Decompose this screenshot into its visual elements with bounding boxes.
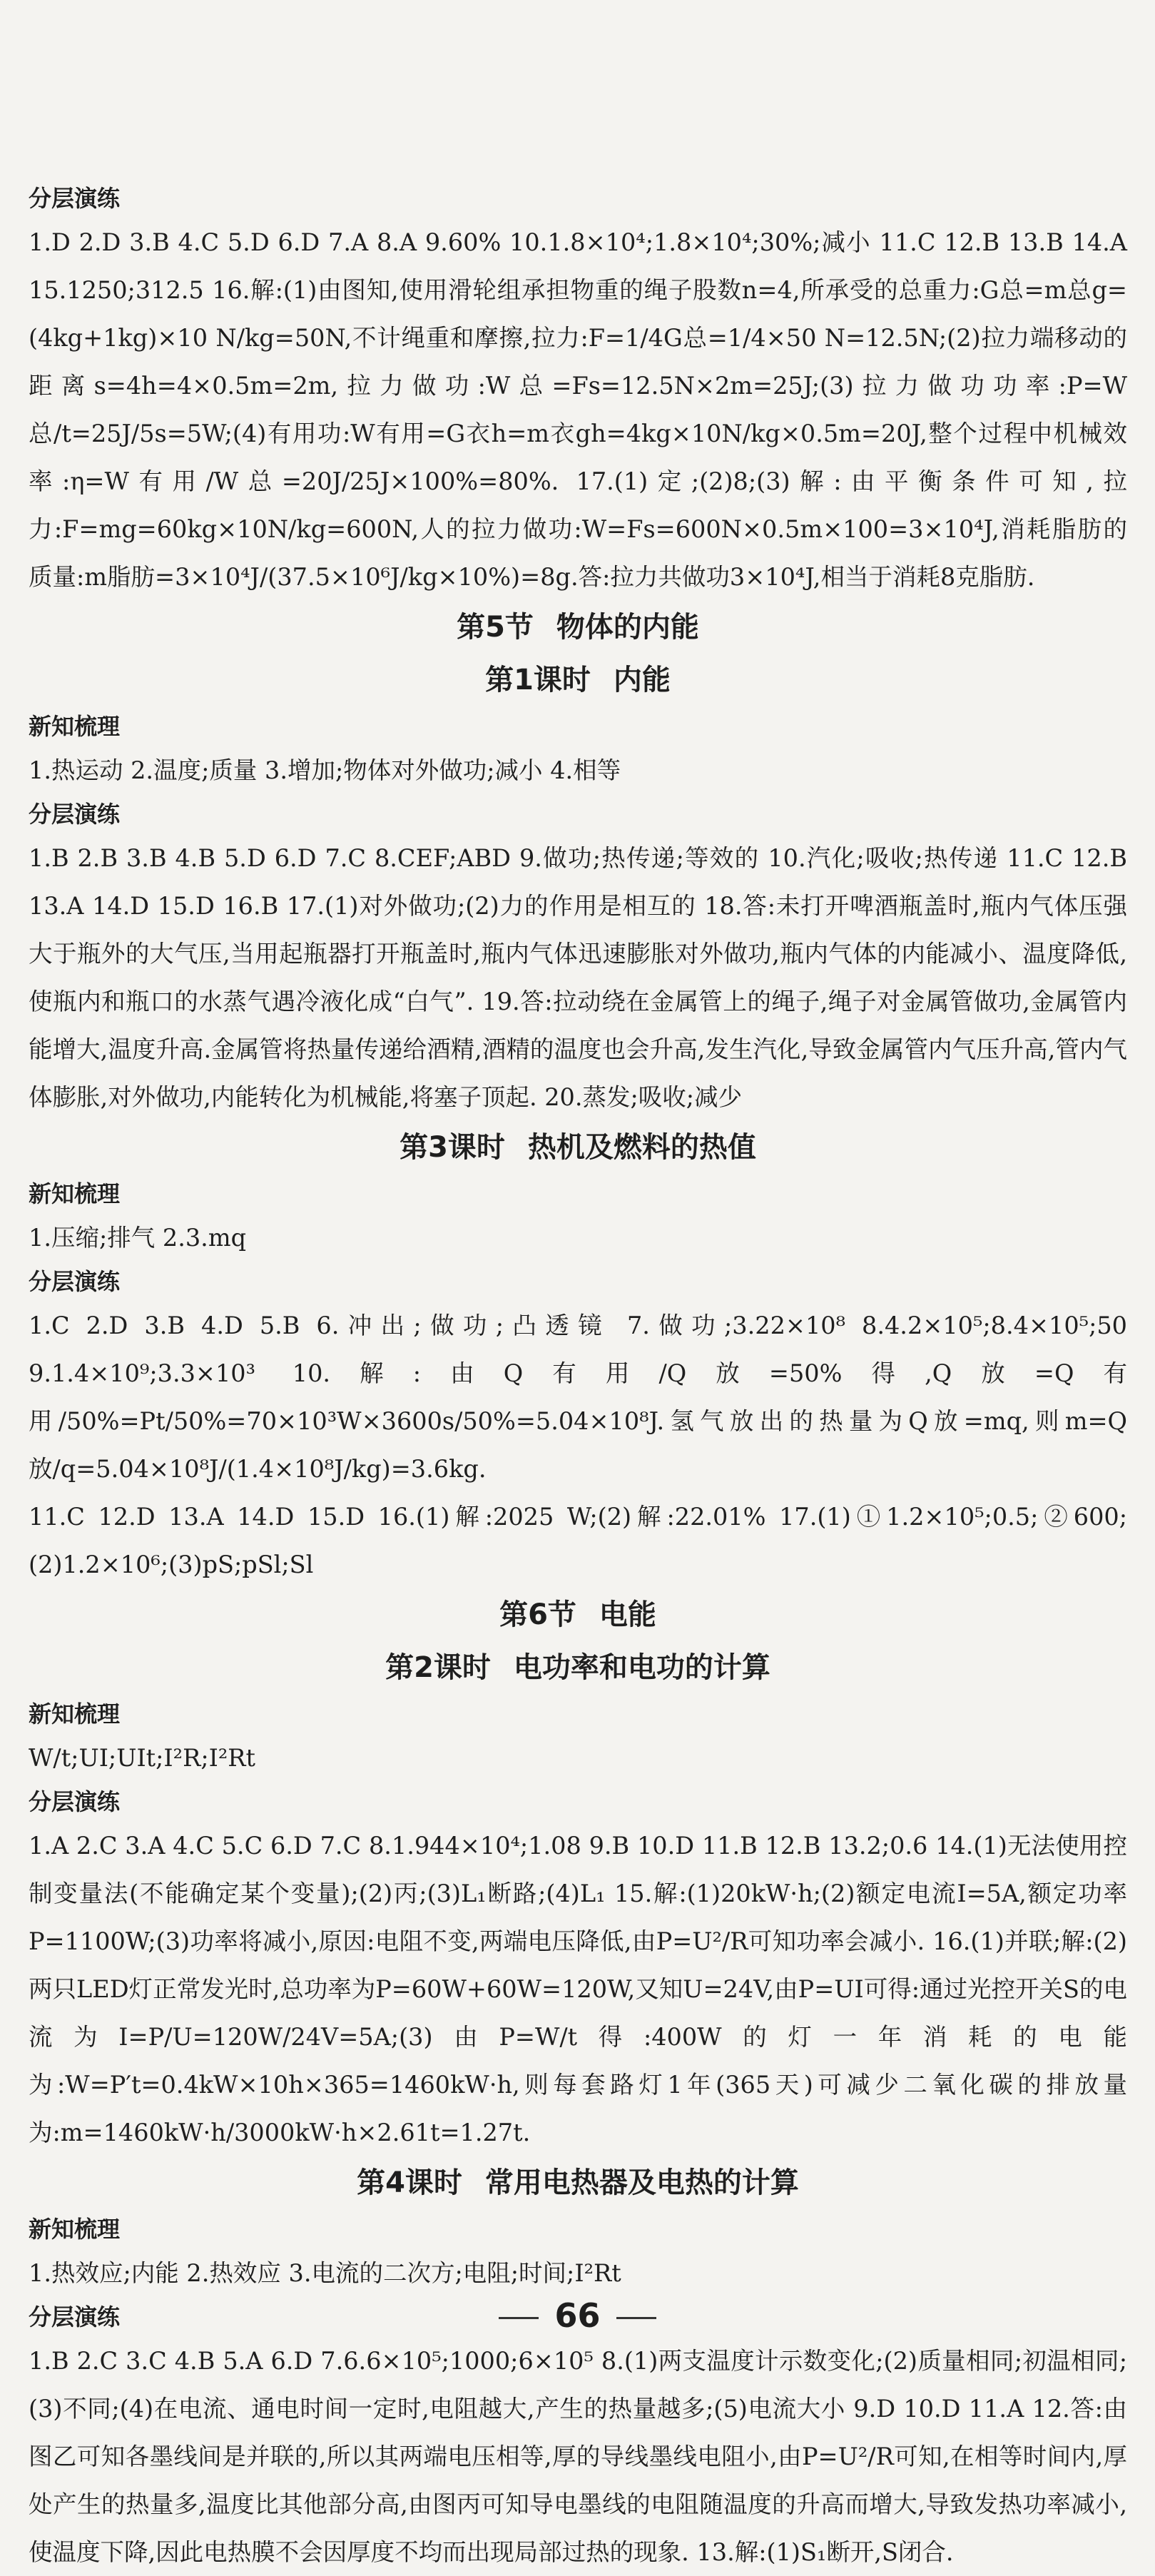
subsection-label: 分层演练 bbox=[29, 2303, 121, 2331]
subsection-label: 新知梳理 bbox=[29, 2216, 121, 2243]
section-heading bbox=[29, 2156, 1127, 2209]
answer-paragraph: 1.A 2.C 3.A 4.C 5.C 6.D 7.C 8.1.944×10⁴;1.08 9.B 10.D 11.B 12.B 13.2;0.6 14.(1)无法使用控制变量法(不能确定某个变量);(2)丙;(3)L₁断路;(4)L₁ 15.解:(1)20kW·h;(2)额定电流I=5A,额定功率P=1100W;(3)功率将减小,原因:电阻不变,两端电压降低,由P=U²/R可知功率会减小. 16.(1)并联;解:(2)两只LED灯正常发光时,总功率为P=60W+60W=120W,又知U=24V,由P=UI可得:通过光控开关S的电流为I=P/U=120W/24V=5A;(3)由P=W/t得:400W的灯一年消耗的电能为:W=P′t=0.4kW×10h×365=1460kW·h,则每套路灯1年(365天)可减少二氧化碳的排放量为:m=1460kW·h/3000kW·h×2.61t=1.27t. bbox=[29, 1832, 1127, 2146]
section-number: 第1课时 bbox=[485, 664, 591, 696]
answer-paragraph: 1.B 2.C 3.C 4.B 5.A 6.D 7.6.6×10⁵;1000;6×10⁵ 8.(1)两支温度计示数变化;(2)质量相同;初温相同;(3)不同;(4)在电流、通电时间一定时,电阻越大,产生的热量越多;(5)电流大小 9.D 10.D 11.A 12.答:由图乙可知各墨线间是并联的,所以其两端电压相等,厚的导线墨线电阻小,由P=U²/R可知,在相等时间内,厚处产生的热量多,温度比其他部分高,由图丙可知导电墨线的电阻随温度的升高而增大,导致发热功率减小,使温度下降,因此电热膜不会因厚度不均而出现局部过热的现象. 13.解:(1)S₁断开,S闭合. bbox=[29, 2347, 1127, 2566]
page-number-dash-left bbox=[499, 2317, 539, 2319]
section-heading bbox=[29, 654, 1127, 706]
answer-paragraph: 1.热运动 2.温度;质量 3.增加;物体对外做功;减小 4.相等 bbox=[29, 756, 621, 784]
answer-paragraph: W/t;UI;UIt;I²R;I²Rt bbox=[29, 1744, 255, 1772]
subsection-label: 新知梳理 bbox=[29, 713, 121, 740]
answer-paragraph: 1.热效应;内能 2.热效应 3.电流的二次方;电阻;时间;I²Rt bbox=[29, 2259, 621, 2287]
subsection-label: 分层演练 bbox=[29, 1268, 121, 1295]
page-number bbox=[0, 2296, 1155, 2335]
section-title: 热机及燃料的热值 bbox=[527, 1131, 756, 1164]
subsection-label: 分层演练 bbox=[29, 801, 121, 828]
section-heading bbox=[29, 1588, 1127, 1641]
section-number: 第6节 bbox=[499, 1598, 576, 1631]
section-title: 内能 bbox=[613, 664, 671, 696]
section-heading bbox=[29, 1121, 1127, 1174]
section-title: 电能 bbox=[599, 1598, 656, 1631]
section-heading bbox=[29, 1641, 1127, 1694]
subsection-label: 新知梳理 bbox=[29, 1700, 121, 1728]
answer-paragraph: 1.B 2.B 3.B 4.B 5.D 6.D 7.C 8.CEF;ABD 9.做功;热传递;等效的 10.汽化;吸收;热传递 11.C 12.B 13.A 14.D 15.D 16.B 17.(1)对外做功;(2)力的作用是相互的 18.答:未打开啤酒瓶盖时,瓶内气体压强大于瓶外的大气压,当用起瓶器打开瓶盖时,瓶内气体迅速膨胀对外做功,瓶内气体的内能减小、温度降低,使瓶内和瓶口的水蒸气遇冷液化成“白气”. 19.答:拉动绕在金属管上的绳子,绳子对金属管做功,金属管内能增大,温度升高.金属管将热量传递给酒精,酒精的温度也会升高,发生汽化,导致金属管内气压升高,管内气体膨胀,对外做功,内能转化为机械能,将塞子顶起. 20.蒸发;吸收;减少 bbox=[29, 844, 1127, 1111]
page-number-text: 66 bbox=[554, 2296, 601, 2335]
subsection-label: 新知梳理 bbox=[29, 1180, 121, 1207]
answer-paragraph: 1.D 2.D 3.B 4.C 5.D 6.D 7.A 8.A 9.60% 10.1.8×10⁴;1.8×10⁴;30%;减小 11.C 12.B 13.B 14.A 15.1250;312.5 16.解:(1)由图知,使用滑轮组承担物重的绳子股数n=4,所承受的总重力:G总=m总g=(4kg+1kg)×10 N/kg=50N,不计绳重和摩擦,拉力:F=1/4G总=1/4×50 N=12.5N;(2)拉力端移动的距离s=4h=4×0.5m=2m,拉力做功:W总=Fs=12.5N×2m=25J;(3)拉力做功功率:P=W总/t=25J/5s=5W;(4)有用功:W有用=G衣h=m衣gh=4kg×10N/kg×0.5m=20J,整个过程中机械效率:η=W有用/W总=20J/25J×100%=80%. 17.(1)定;(2)8;(3)解:由平衡条件可知,拉力:F=mg=60kg×10N/kg=600N,人的拉力做功:W=Fs=600N×0.5m×100=3×10⁴J,消耗脂肪的质量:m脂肪=3×10⁴J/(37.5×10⁶J/kg×10%)=8g.答:拉力共做功3×10⁴J,相当于消耗8克脂肪. bbox=[29, 228, 1127, 591]
section-title: 常用电热器及电热的计算 bbox=[484, 2166, 799, 2199]
answer-paragraph: 1.压缩;排气 2.3.mq bbox=[29, 1224, 247, 1252]
section-number: 第2课时 bbox=[385, 1651, 491, 1684]
section-number: 第3课时 bbox=[400, 1131, 505, 1164]
section-number: 第4课时 bbox=[357, 2166, 462, 2199]
answer-paragraph: 1.C 2.D 3.B 4.D 5.B 6.冲出;做功;凸透镜 7.做功;3.22×10⁸ 8.4.2×10⁵;8.4×10⁵;50 9.1.4×10⁹;3.3×10³ 10.解:由Q有用/Q放=50%得,Q放=Q有用/50%=Pt/50%=70×10³W×3600s/50%=5.04×10⁸J.氢气放出的热量为Q放=mq,则m=Q放/q=5.04×10⁸J/(1.4×10⁸J/kg)=3.6kg. bbox=[29, 1312, 1127, 1483]
page-number-dash-right bbox=[616, 2317, 656, 2319]
section-title: 电功率和电功的计算 bbox=[513, 1651, 770, 1684]
section-heading bbox=[29, 601, 1127, 654]
subsection-label: 分层演练 bbox=[29, 185, 121, 212]
subsection-label: 分层演练 bbox=[29, 1788, 121, 1815]
answer-paragraph: 11.C 12.D 13.A 14.D 15.D 16.(1)解:2025 W;(2)解:22.01% 17.(1)①1.2×10⁵;0.5;②600;(2)1.2×10⁶;(3)pS;pSl;Sl bbox=[29, 1503, 1127, 1578]
section-title: 物体的内能 bbox=[556, 611, 699, 644]
section-number: 第5节 bbox=[457, 611, 534, 644]
answer-content bbox=[29, 178, 1127, 2576]
